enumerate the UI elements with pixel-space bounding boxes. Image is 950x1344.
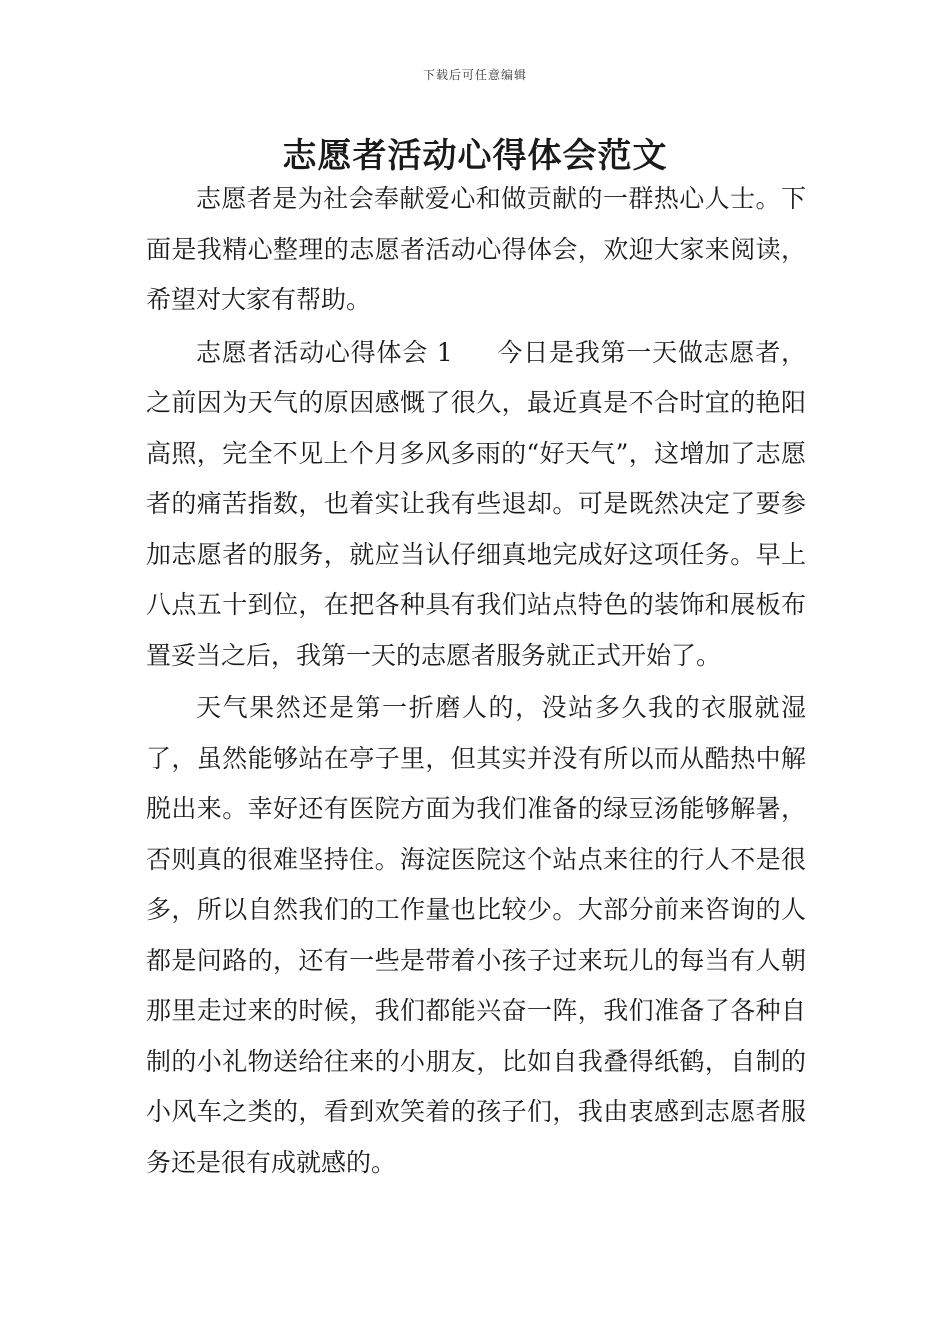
header-note: 下载后可任意编辑 [422, 68, 527, 82]
paragraph-text: 今日是我第一天做志愿者，之前因为天气的原因感慨了很久，最近真是不合时宜的艳阳高照，完全不见上个月多风多雨的“好天气”，这增加了志愿者的痛苦指数，也着实让我有些退却。可是既然决定了要参加志愿者的服务，就应当认仔细真地完成好这项任务。早上八点五十到位，在把各种具有我们站点特色的装饰和展板布置妥当之后，我第一天的志愿者服务就正式开始了。 [146, 337, 806, 670]
paragraph-intro [146, 174, 806, 326]
paragraph-text: 天气果然还是第一折磨人的，没站多久我的衣服就湿了，虽然能够站在亭子里，但其实并没有所以而从酷热中解脱出来。幸好还有医院方面为我们准备的绿豆汤能够解暑，否则真的很难坚持住。海淀医院这个站点来往的行人不是很多，所以自然我们的工作量也比较少。大部分前来咨询的人都是问路的，还有一些是带着小孩子过来玩儿的每当有人朝那里走过来的时候，我们都能兴奋一阵，我们准备了各种自制的小礼物送给往来的小朋友，比如自我叠得纸鹤，自制的小风车之类的，看到欢笑着的孩子们，我由衷感到志愿者服务还是很有成就感的。 [146, 693, 806, 1177]
section-heading: 志愿者活动心得体会 1 [196, 337, 453, 367]
document-title: 志愿者活动心得体会范文 [282, 136, 668, 176]
document-body [146, 174, 806, 1188]
paragraph-text: 志愿者是为社会奉献爱心和做贡献的一群热心人士。下面是我精心整理的志愿者活动心得体会，欢迎大家来阅读，希望对大家有帮助。 [146, 184, 806, 314]
paragraph-section-1 [146, 328, 806, 682]
paragraph-weather [146, 683, 806, 1188]
